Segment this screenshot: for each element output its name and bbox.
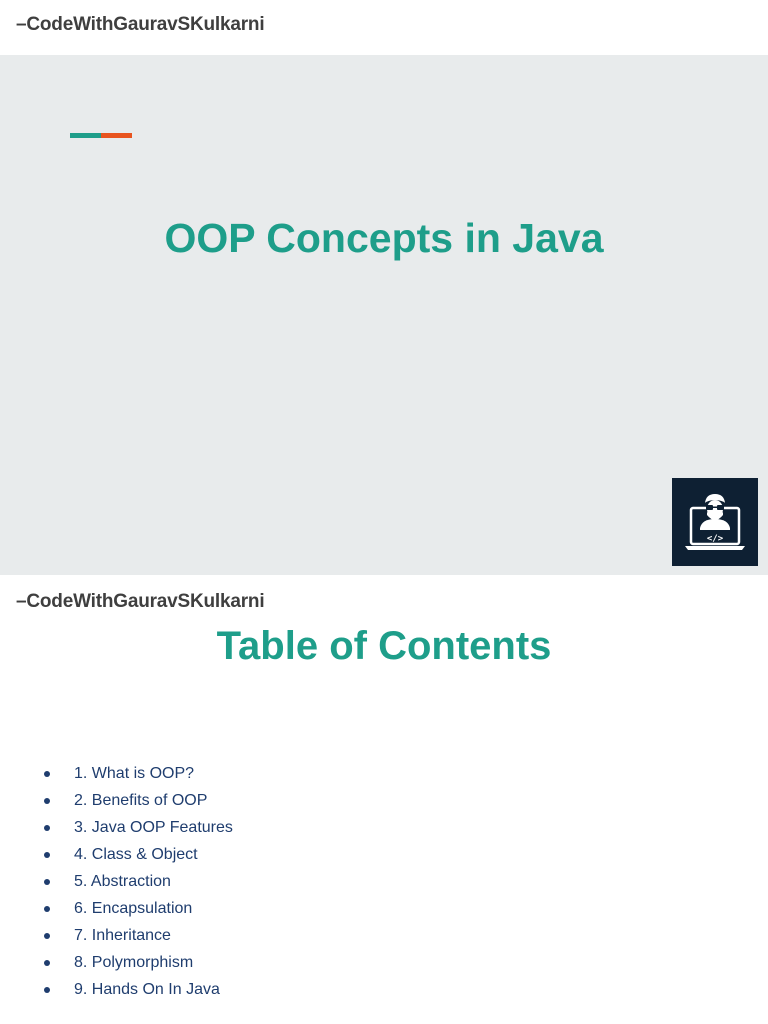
bullet-icon — [44, 825, 50, 831]
toc-item-label: 2. Benefits of OOP — [74, 792, 208, 809]
toc-item-label: 7. Inheritance — [74, 927, 171, 944]
toc-item-label: 8. Polymorphism — [74, 954, 194, 971]
svg-text:</>: </> — [706, 534, 724, 544]
author-tag-bottom: –CodeWithGauravSKulkarni — [16, 591, 265, 612]
toc-item-label: 1. What is OOP? — [74, 765, 195, 782]
toc-item-label: 5. Abstraction — [74, 873, 171, 890]
toc-item-label: 3. Java OOP Features — [74, 819, 233, 836]
author-tag-top: –CodeWithGauravSKulkarni — [16, 14, 265, 35]
bullet-icon — [44, 771, 50, 777]
bullet-icon — [44, 798, 50, 804]
toc-item-label: 4. Class & Object — [74, 846, 198, 863]
bullet-icon — [44, 933, 50, 939]
bullet-icon — [44, 960, 50, 966]
bullet-icon — [44, 879, 50, 885]
title-slide — [0, 55, 768, 575]
accent-bar-orange — [101, 133, 132, 138]
bullet-icon — [44, 906, 50, 912]
bullet-icon — [44, 852, 50, 858]
toc-item-label: 6. Encapsulation — [74, 900, 193, 917]
toc-item-label: 9. Hands On In Java — [74, 981, 220, 998]
slide-title: OOP Concepts in Java — [164, 215, 604, 261]
developer-laptop-icon — [672, 478, 758, 566]
accent-bar-teal — [70, 133, 101, 138]
bullet-icon — [44, 987, 50, 993]
toc-title: Table of Contents — [216, 624, 552, 668]
